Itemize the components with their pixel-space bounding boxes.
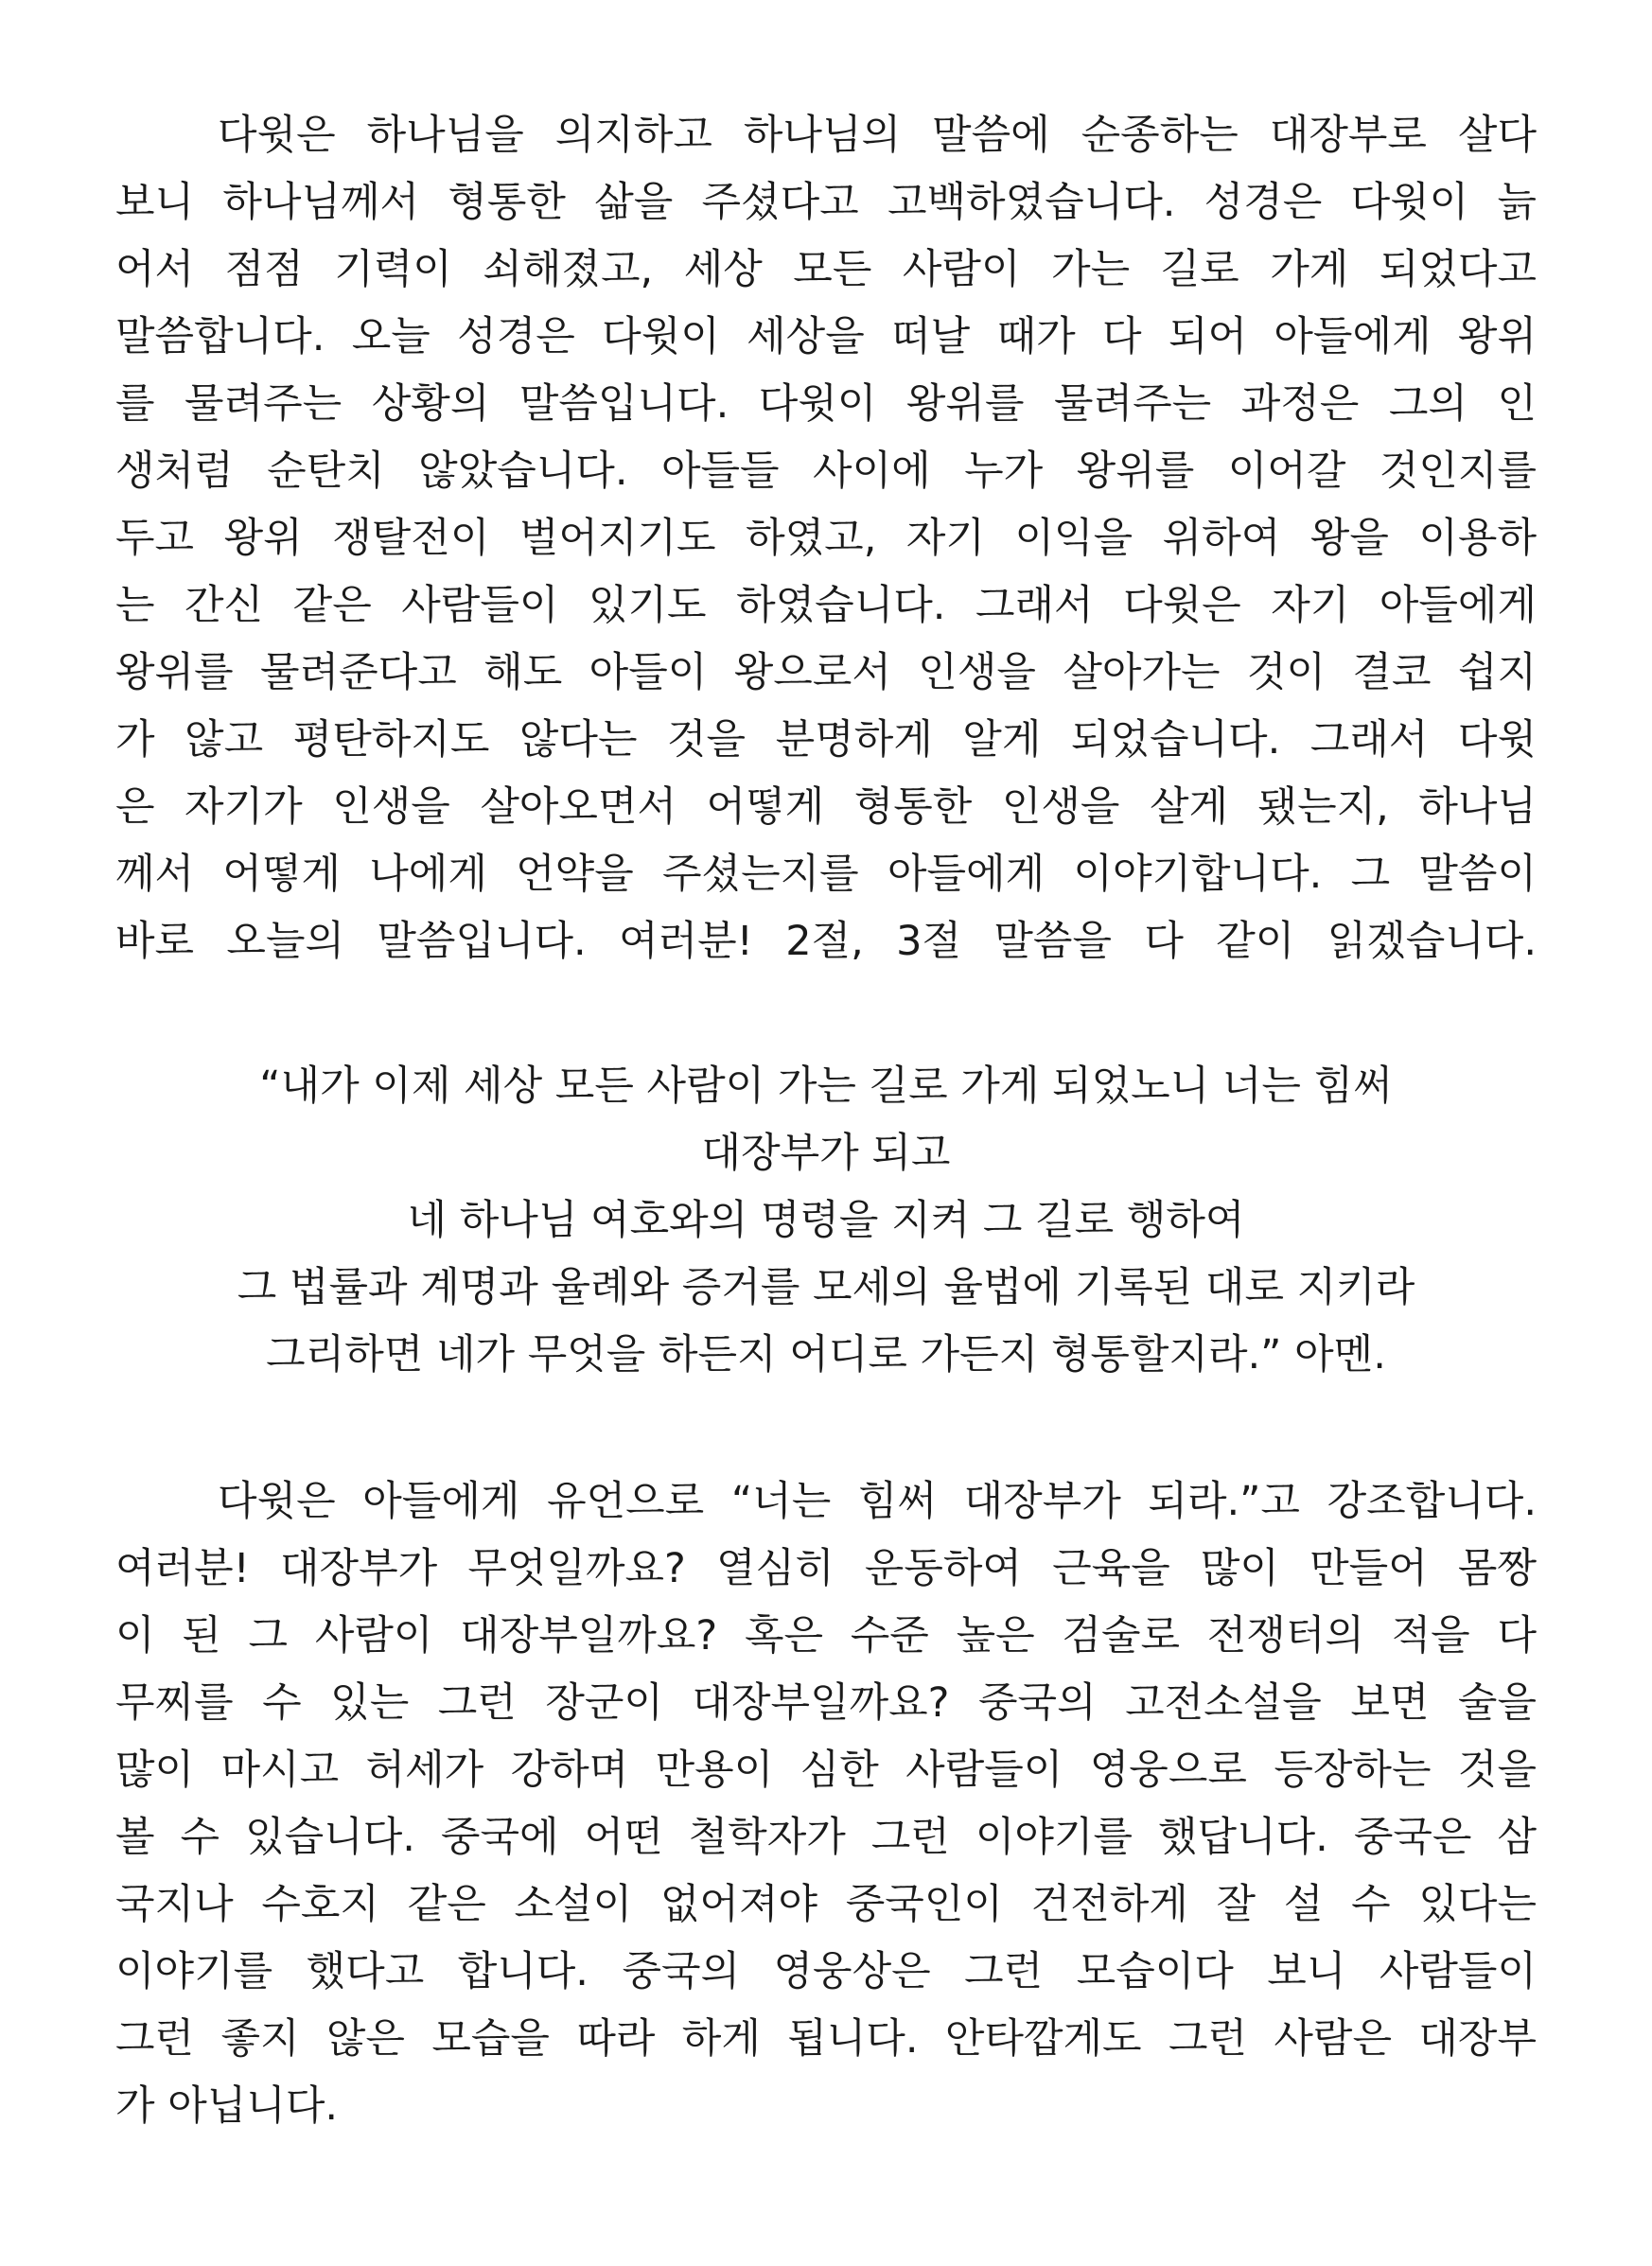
paragraph-line: 그런 좋지 않은 모습을 따라 하게 됩니다. 안타깝게도 그런 사람은 대장부	[115, 2015, 1537, 2063]
paragraph-line: 바로 오늘의 말씀입니다. 여러분! 2절, 3절 말씀을 다 같이 읽겠습니다.	[115, 918, 1537, 965]
paragraph-line: 가 않고 평탄하지도 않다는 것을 분명하게 알게 되었습니다. 그래서 다윗	[115, 716, 1537, 764]
paragraph-line: 국지나 수호지 같은 소설이 없어져야 중국인이 건전하게 잘 설 수 있다는	[115, 1881, 1537, 1928]
paragraph-line: 다윗은 아들에게 유언으로 “너는 힘써 대장부가 되라.”고 강조합니다.	[218, 1478, 1537, 1525]
paragraph-line: 은 자기가 인생을 살아오면서 어떻게 형통한 인생을 살게 됐는지, 하나님	[115, 783, 1537, 831]
paragraph-line: 는 간신 같은 사람들이 있기도 하였습니다. 그래서 다윗은 자기 아들에게	[115, 582, 1537, 629]
paragraph-line: 이야기를 했다고 합니다. 중국의 영웅상은 그런 모습이다 보니 사람들이	[115, 1948, 1537, 1995]
scripture-line: 그리하면 네가 무엇을 하든지 어디로 가든지 형통할지라.” 아멘.	[266, 1331, 1386, 1379]
paragraph-line: 이 된 그 사람이 대장부일까요? 혹은 수준 높은 검술로 전쟁터의 적을 다	[115, 1612, 1537, 1660]
paragraph-line: 다윗은 하나님을 의지하고 하나님의 말씀에 순종하는 대장부로 살다	[218, 112, 1537, 159]
scripture-line: “내가 이제 세상 모든 사람이 가는 길로 가게 되었노니 너는 힘써	[259, 1063, 1393, 1110]
paragraph-line: 말씀합니다. 오늘 성경은 다윗이 세상을 떠날 때가 다 되어 아들에게 왕위	[115, 313, 1537, 360]
paragraph-line: 를 물려주는 상황의 말씀입니다. 다윗이 왕위를 물려주는 과정은 그의 인	[115, 380, 1537, 428]
paragraph-line: 왕위를 물려준다고 해도 아들이 왕으로서 인생을 살아가는 것이 결코 쉽지	[115, 649, 1537, 696]
paragraph-line: 무찌를 수 있는 그런 장군이 대장부일까요? 중국의 고전소설을 보면 술을	[115, 1679, 1537, 1727]
paragraph-line: 보니 하나님께서 형통한 삶을 주셨다고 고백하였습니다. 성경은 다윗이 늙	[115, 179, 1537, 226]
scripture-line: 대장부가 되고	[701, 1130, 951, 1177]
paragraph-line: 생처럼 순탄치 않았습니다. 아들들 사이에 누가 왕위를 이어갈 것인지를	[115, 448, 1537, 495]
paragraph-line: 께서 어떻게 나에게 언약을 주셨는지를 아들에게 이야기합니다. 그 말씀이	[115, 851, 1537, 898]
paragraph-line: 어서 점점 기력이 쇠해졌고, 세상 모든 사람이 가는 길로 가게 되었다고	[115, 246, 1537, 293]
scripture-line: 그 법률과 계명과 율례와 증거를 모세의 율법에 기록된 대로 지키라	[237, 1264, 1415, 1311]
paragraph-line: 많이 마시고 허세가 강하며 만용이 심한 사람들이 영웅으로 등장하는 것을	[115, 1747, 1537, 1794]
paragraph-line: 두고 왕위 쟁탈전이 벌어지기도 하였고, 자기 이익을 위하여 왕을 이용하	[115, 515, 1537, 562]
scripture-line: 네 하나님 여호와의 명령을 지켜 그 길로 행하여	[407, 1197, 1245, 1244]
paragraph-line: 볼 수 있습니다. 중국에 어떤 철학자가 그런 이야기를 했답니다. 중국은 삼	[115, 1814, 1537, 1861]
paragraph-line: 여러분! 대장부가 무엇일까요? 열심히 운동하여 근육을 많이 만들어 몸짱	[115, 1545, 1537, 1592]
paragraph-line: 가 아닙니다.	[115, 2082, 339, 2130]
